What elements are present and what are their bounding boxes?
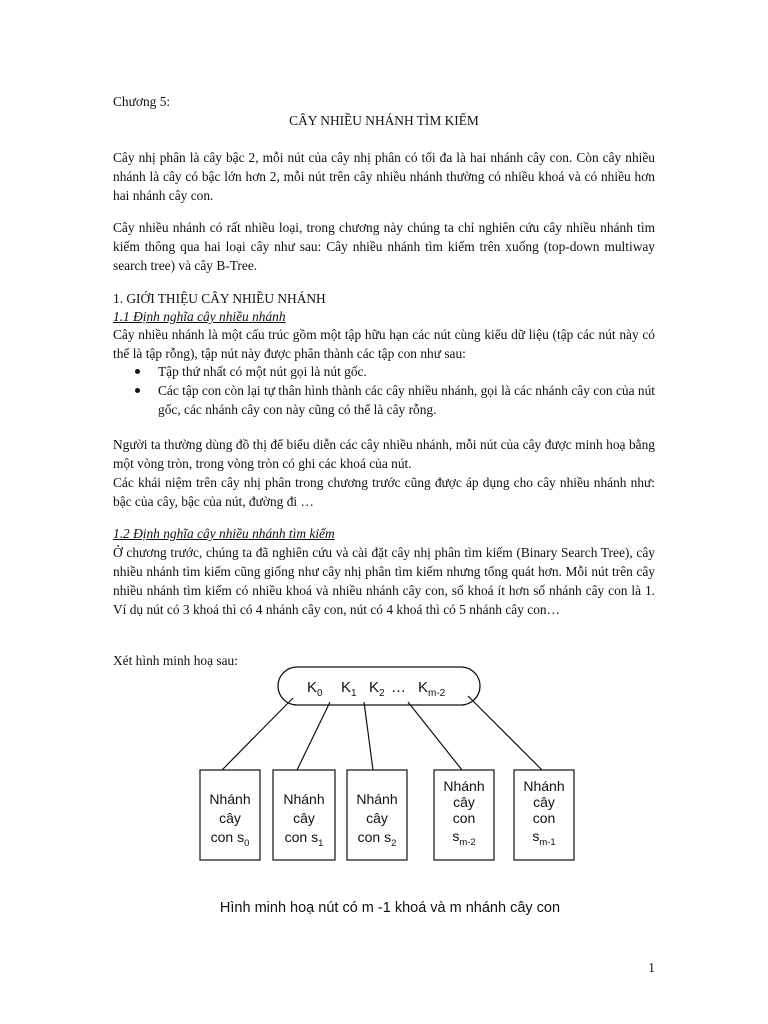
node-key: $K_{m-2}$ bbox=[418, 679, 446, 699]
chapter-title: CÂY NHIỀU NHÁNH TÌM KIẾM bbox=[289, 113, 479, 128]
subtree-label-line: con $s_0$ bbox=[210, 829, 250, 849]
subtree-label-line: Nhánh bbox=[356, 791, 398, 807]
subtree-label-line: Nhánh bbox=[443, 778, 485, 794]
subtree-label-line: Nhánh bbox=[209, 791, 251, 807]
subtree-label-line: cây bbox=[366, 810, 388, 826]
subtree-label-line: cây bbox=[219, 810, 241, 826]
concepts-paragraph: Các khái niệm trên cây nhị phân trong chương trước cũng được áp dụng cho cây nhiều nhánh như: bậc của cây, bậc của nút, đường đi … bbox=[113, 475, 655, 509]
graph-representation-paragraph: Người ta thường dùng đồ thị để biểu diễn các cây nhiều nhánh, mỗi nút của cây được minh hoạ bằng một vòng tròn, trong vòng tròn có ghi các khoá của nút. bbox=[113, 437, 655, 471]
branch-line bbox=[468, 696, 542, 770]
branch-line bbox=[364, 702, 373, 770]
subtree-label-line: $s_{m-1}$ bbox=[532, 828, 556, 848]
section-1-1-paragraph: Cây nhiều nhánh là một cấu trúc gồm một tập hữu hạn các nút cùng kiểu dữ liệu (tập các nút này có thể là tập rỗng), tập nút này được phân thành các tập con như sau: bbox=[113, 327, 655, 361]
figure-intro: Xét hình minh hoạ sau: bbox=[113, 653, 238, 668]
subtree-label-line: con $s_2$ bbox=[357, 829, 397, 849]
section-1-2-paragraph: Ở chương trước, chúng ta đã nghiên cứu và cài đặt cây nhị phân tìm kiếm (Binary Search Tree), cây nhiều nhánh tìm kiếm cũng giống như cây nhị phân tìm kiếm nhưng tổng quát hơn. Mỗi nút trên cây nhiều nhánh tìm kiếm có nhiều khoá và nhiều nhánh cây con, số khoá ít hơn số nhánh cây con là 1. Ví dụ nút có 3 khoá thì có 4 nhánh cây con, nút có 4 khoá thì có 5 nhánh cây con… bbox=[113, 545, 655, 617]
branch-line bbox=[222, 698, 293, 770]
branch-line bbox=[408, 702, 462, 770]
node-key: … bbox=[391, 679, 406, 696]
intro-paragraph-2: Cây nhiều nhánh có rất nhiều loại, trong chương này chúng ta chỉ nghiên cứu cây nhiều nhánh tìm kiếm thông qua hai loại cây như sau: Cây nhiều nhánh tìm kiếm trên xuống (top-down multiway search tree) và cây B-Tree. bbox=[113, 220, 655, 273]
subtree-label-line: Nhánh bbox=[523, 778, 565, 794]
figure-caption: Hình minh hoạ nút có m -1 khoá và m nhánh cây con bbox=[219, 900, 561, 916]
subtree-label-line: cây bbox=[453, 794, 475, 810]
bullet-text: Các tập con còn lại tự thân hình thành các cây nhiều nhánh, gọi là các nhánh cây con của nút gốc, các nhánh cây con này cũng có thể là cây rỗng. bbox=[158, 383, 655, 417]
subtree-label-line: con bbox=[452, 810, 476, 826]
subtree-label-line: con bbox=[532, 810, 556, 826]
node-key: $K_0$ bbox=[307, 679, 323, 699]
section-1-1-heading: 1.1 Định nghĩa cây nhiều nhánh bbox=[113, 309, 286, 324]
page-number: 1 bbox=[648, 960, 655, 975]
node-key: $K_2$ bbox=[369, 679, 385, 699]
subtree-label-line: con $s_1$ bbox=[284, 829, 324, 849]
node-key: $K_1$ bbox=[341, 679, 357, 699]
section-1-2-heading: 1.2 Định nghĩa cây nhiều nhánh tìm kiếm bbox=[113, 526, 335, 541]
node-keys bbox=[307, 679, 446, 699]
subtree-label-line: Nhánh bbox=[283, 791, 325, 807]
bullet-text: Tập thứ nhất có một nút gọi là nút gốc. bbox=[158, 364, 367, 379]
section-1-heading: 1. GIỚI THIỆU CÂY NHIỀU NHÁNH bbox=[113, 291, 326, 306]
chapter-label: Chương 5: bbox=[113, 94, 171, 109]
subtree-label-line: cây bbox=[533, 794, 555, 810]
branch-line bbox=[297, 702, 330, 770]
subtree-label-line: cây bbox=[293, 810, 315, 826]
subtree-labels bbox=[209, 778, 564, 849]
intro-paragraph-1: Cây nhị phân là cây bậc 2, mỗi nút của cây nhị phân có tối đa là hai nhánh cây con. Còn cây nhiều nhánh là cây có bậc lớn hơn 2, mỗi nút trên cây nhiều nhánh thường có nhiều khoá và có nhiều hơn hai nhánh cây con. bbox=[113, 150, 655, 203]
subtree-label-line: $s_{m-2}$ bbox=[452, 828, 476, 848]
